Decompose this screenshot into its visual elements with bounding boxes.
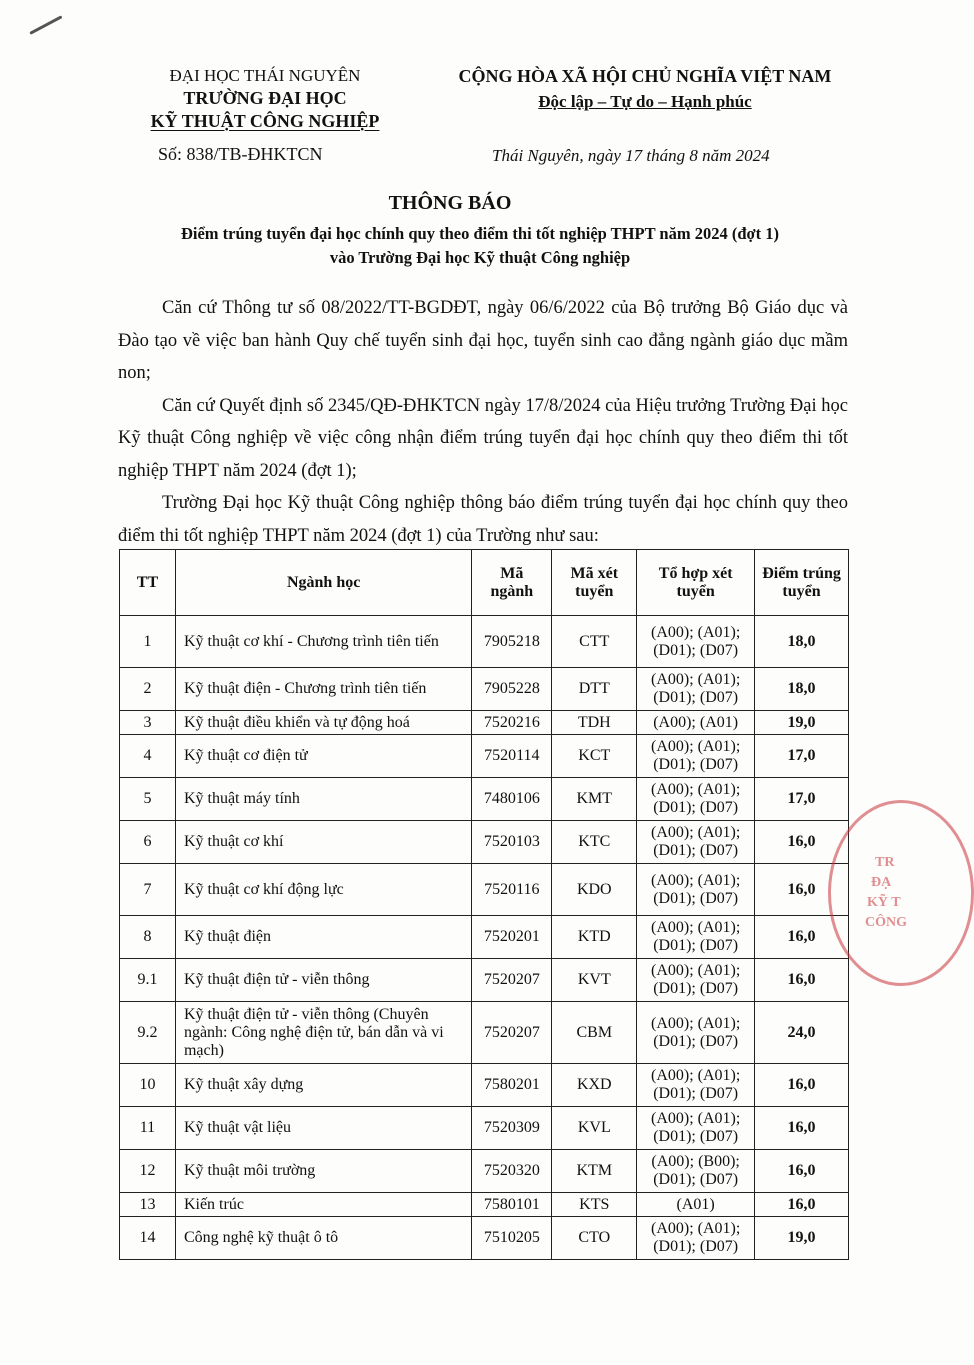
stamp-text-1: TR	[875, 855, 895, 870]
cell-diem: 17,0	[755, 735, 849, 778]
cell-to-hop: (A00); (A01); (D01); (D07)	[637, 916, 755, 959]
col-header-tt: TT	[120, 550, 176, 616]
cell-ma-nganh: 7520309	[472, 1107, 552, 1150]
cell-tt: 11	[120, 1107, 176, 1150]
cell-diem: 16,0	[755, 916, 849, 959]
cell-nganh: Kỹ thuật cơ điện tử	[175, 735, 471, 778]
cell-diem: 16,0	[755, 1064, 849, 1107]
cell-ma-nganh: 7905228	[472, 668, 552, 711]
cell-ma-nganh: 7520207	[472, 1002, 552, 1064]
cell-tt: 7	[120, 864, 176, 916]
col-header-nganh: Ngành học	[175, 550, 471, 616]
cell-ma-xet: KDO	[552, 864, 637, 916]
cell-to-hop: (A00); (A01); (D01); (D07)	[637, 1217, 755, 1260]
cell-diem: 18,0	[755, 668, 849, 711]
cell-nganh: Kỹ thuật vật liệu	[175, 1107, 471, 1150]
cell-ma-nganh: 7480106	[472, 778, 552, 821]
cell-to-hop: (A00); (A01); (D01); (D07)	[637, 668, 755, 711]
cell-diem: 17,0	[755, 778, 849, 821]
cell-ma-nganh: 7580101	[472, 1193, 552, 1217]
cell-tt: 12	[120, 1150, 176, 1193]
cell-ma-xet: CTT	[552, 616, 637, 668]
cell-nganh: Kỹ thuật điện tử - viễn thông	[175, 959, 471, 1002]
cell-to-hop: (A00); (A01); (D01); (D07)	[637, 864, 755, 916]
cell-diem: 16,0	[755, 821, 849, 864]
cell-ma-nganh: 7520116	[472, 864, 552, 916]
document-number: Số: 838/TB-ĐHKTCN	[158, 144, 323, 164]
cell-ma-nganh: 7520201	[472, 916, 552, 959]
cell-to-hop: (A00); (B00); (D01); (D07)	[637, 1150, 755, 1193]
stamp-text-4: CÔNG	[865, 915, 907, 930]
cell-to-hop: (A00); (A01); (D01); (D07)	[637, 1002, 755, 1064]
cell-ma-xet: KTS	[552, 1193, 637, 1217]
cell-ma-xet: KXD	[552, 1064, 637, 1107]
cell-diem: 19,0	[755, 1217, 849, 1260]
table-row	[120, 959, 849, 1002]
cell-nganh: Kỹ thuật môi trường	[175, 1150, 471, 1193]
col-header-ma-nganh: Mã ngành	[472, 550, 552, 616]
subtitle-line2: vào Trường Đại học Kỹ thuật Công nghiệp	[329, 248, 631, 267]
table-row	[120, 864, 849, 916]
stamp-text-3: KỸ T	[867, 895, 901, 910]
cell-tt: 10	[120, 1064, 176, 1107]
cell-tt: 8	[120, 916, 176, 959]
school-name-line2: KỸ THUẬT CÔNG NGHIỆP	[150, 111, 380, 131]
cell-to-hop: (A00); (A01); (D01); (D07)	[637, 735, 755, 778]
cell-ma-xet: KTC	[552, 821, 637, 864]
cell-ma-xet: KTD	[552, 916, 637, 959]
national-motto: Độc lập – Tự do – Hạnh phúc	[538, 92, 752, 111]
cell-ma-xet: DTT	[552, 668, 637, 711]
cell-tt: 2	[120, 668, 176, 711]
cell-ma-nganh: 7520216	[472, 711, 552, 735]
cell-ma-xet: KCT	[552, 735, 637, 778]
cell-nganh: Kỹ thuật cơ khí - Chương trình tiên tiến	[175, 616, 471, 668]
col-header-diem: Điểm trúng tuyển	[755, 550, 849, 616]
table-header-row	[120, 550, 849, 616]
cell-ma-xet: KVL	[552, 1107, 637, 1150]
paragraph-legal-basis-2: Căn cứ Quyết định số 2345/QĐ-ĐHKTCN ngày 17/8/2024 của Hiệu trưởng Trường Đại học Kỹ thuật Công nghiệp về việc công nhận điểm trúng tuyển đại học chính quy theo điểm thi tốt nghiệp THPT năm 2024 (đợt 1);	[118, 395, 848, 481]
table-row	[120, 821, 849, 864]
cell-nganh: Kỹ thuật cơ khí	[175, 821, 471, 864]
cell-nganh: Kỹ thuật máy tính	[175, 778, 471, 821]
col-header-ma-xet: Mã xét tuyển	[552, 550, 637, 616]
cell-diem: 16,0	[755, 1107, 849, 1150]
cell-tt: 9.1	[120, 959, 176, 1002]
cell-ma-xet: CTO	[552, 1217, 637, 1260]
table-row	[120, 916, 849, 959]
table-row	[120, 778, 849, 821]
cell-nganh: Kỹ thuật xây dựng	[175, 1064, 471, 1107]
cell-diem: 16,0	[755, 864, 849, 916]
table-row	[120, 1193, 849, 1217]
header-left	[120, 64, 410, 133]
table-row	[120, 735, 849, 778]
cell-tt: 13	[120, 1193, 176, 1217]
cell-ma-xet: TDH	[552, 711, 637, 735]
cell-nganh: Kỹ thuật điều khiển và tự động hoá	[175, 711, 471, 735]
cell-ma-xet: KVT	[552, 959, 637, 1002]
document-date: Thái Nguyên, ngày 17 tháng 8 năm 2024	[492, 146, 770, 165]
stamp-text-2: ĐẠ	[871, 875, 892, 890]
document-title: THÔNG BÁO	[388, 192, 512, 214]
cell-ma-nganh: 7520207	[472, 959, 552, 1002]
cell-ma-nganh: 7520114	[472, 735, 552, 778]
cell-to-hop: (A00); (A01); (D01); (D07)	[637, 778, 755, 821]
cell-nganh: Công nghệ kỹ thuật ô tô	[175, 1217, 471, 1260]
cell-tt: 4	[120, 735, 176, 778]
cell-to-hop: (A00); (A01)	[637, 711, 755, 735]
cell-nganh: Kiến trúc	[175, 1193, 471, 1217]
cell-ma-xet: CBM	[552, 1002, 637, 1064]
admission-score-table	[119, 549, 849, 1260]
cell-tt: 3	[120, 711, 176, 735]
cell-to-hop: (A01)	[637, 1193, 755, 1217]
cell-diem: 16,0	[755, 1150, 849, 1193]
cell-to-hop: (A00); (A01); (D01); (D07)	[637, 1064, 755, 1107]
table-row	[120, 1064, 849, 1107]
red-seal-stamp	[828, 800, 974, 986]
cell-ma-nganh: 7520103	[472, 821, 552, 864]
table-row	[120, 711, 849, 735]
subtitle-line1: Điểm trúng tuyển đại học chính quy theo điểm thi tốt nghiệp THPT năm 2024 (đợt 1)	[180, 224, 779, 243]
cell-to-hop: (A00); (A01); (D01); (D07)	[637, 616, 755, 668]
pen-mark	[29, 15, 62, 35]
col-header-to-hop: Tổ hợp xét tuyển	[637, 550, 755, 616]
document-body	[118, 292, 848, 552]
cell-to-hop: (A00); (A01); (D01); (D07)	[637, 821, 755, 864]
cell-ma-xet: KMT	[552, 778, 637, 821]
table-row	[120, 1002, 849, 1064]
cell-ma-nganh: 7580201	[472, 1064, 552, 1107]
cell-ma-nganh: 7905218	[472, 616, 552, 668]
cell-tt: 5	[120, 778, 176, 821]
cell-ma-xet: KTM	[552, 1150, 637, 1193]
cell-tt: 14	[120, 1217, 176, 1260]
cell-to-hop: (A00); (A01); (D01); (D07)	[637, 1107, 755, 1150]
cell-nganh: Kỹ thuật điện - Chương trình tiên tiến	[175, 668, 471, 711]
cell-to-hop: (A00); (A01); (D01); (D07)	[637, 959, 755, 1002]
cell-ma-nganh: 7510205	[472, 1217, 552, 1260]
university-name: ĐẠI HỌC THÁI NGUYÊN	[169, 66, 361, 85]
cell-tt: 6	[120, 821, 176, 864]
table-row	[120, 616, 849, 668]
header-right	[430, 64, 860, 114]
table-row	[120, 1150, 849, 1193]
cell-diem: 18,0	[755, 616, 849, 668]
cell-diem: 19,0	[755, 711, 849, 735]
cell-tt: 9.2	[120, 1002, 176, 1064]
table-row	[120, 1107, 849, 1150]
school-name-line1: TRƯỜNG ĐẠI HỌC	[183, 88, 347, 108]
paragraph-legal-basis-1: Căn cứ Thông tư số 08/2022/TT-BGDĐT, ngày 06/6/2022 của Bộ trưởng Bộ Giáo dục và Đào tạo về việc ban hành Quy chế tuyển sinh đại học, tuyển sinh cao đẳng ngành giáo dục mầm non;	[118, 298, 848, 383]
cell-ma-nganh: 7520320	[472, 1150, 552, 1193]
cell-nganh: Kỹ thuật cơ khí động lực	[175, 864, 471, 916]
national-title: CỘNG HÒA XÃ HỘI CHỦ NGHĨA VIỆT NAM	[458, 66, 832, 86]
cell-nganh: Kỹ thuật điện	[175, 916, 471, 959]
table-row	[120, 1217, 849, 1260]
table-row	[120, 668, 849, 711]
cell-diem: 16,0	[755, 959, 849, 1002]
cell-tt: 1	[120, 616, 176, 668]
document-subtitle	[100, 222, 860, 270]
cell-nganh: Kỹ thuật điện tử - viễn thông (Chuyên ngành: Công nghệ điện tử, bán dẫn và vi mạch)	[175, 1002, 471, 1064]
cell-diem: 24,0	[755, 1002, 849, 1064]
paragraph-announcement: Trường Đại học Kỹ thuật Công nghiệp thông báo điểm trúng tuyển đại học chính quy theo điểm thi tốt nghiệp THPT năm 2024 (đợt 1) của Trường như sau:	[118, 493, 848, 546]
cell-diem: 16,0	[755, 1193, 849, 1217]
